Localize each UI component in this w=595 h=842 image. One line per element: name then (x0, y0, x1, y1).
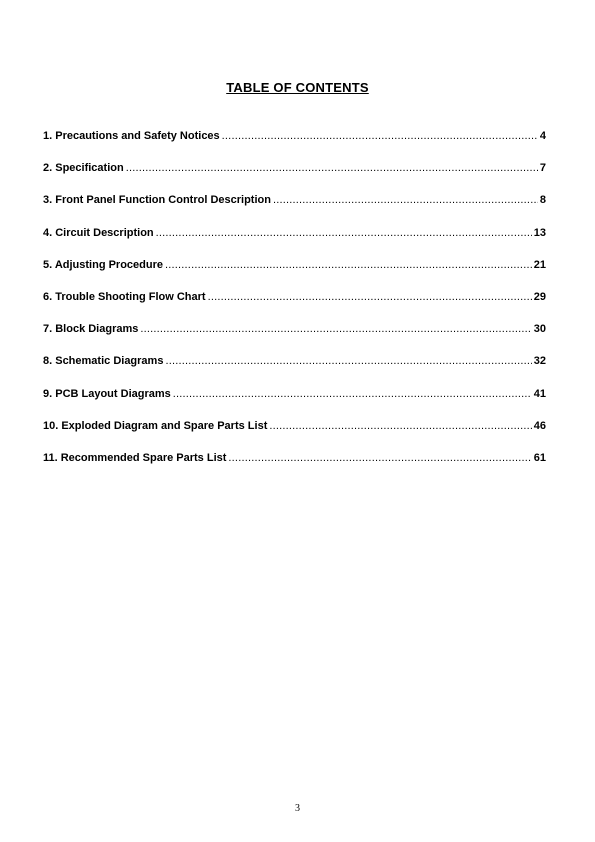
toc-leader-dots (208, 291, 532, 303)
toc-entry-label: 9. PCB Layout Diagrams (43, 387, 171, 400)
toc-leader-dots (269, 420, 531, 432)
toc-entry-label: 8. Schematic Diagrams (43, 355, 164, 368)
toc-entry[interactable] (43, 227, 546, 259)
toc-entry[interactable] (43, 291, 546, 323)
toc-entry-label: 6. Trouble Shooting Flow Chart (43, 290, 206, 303)
toc-entry[interactable] (43, 130, 546, 162)
toc-entry-page: 4 (539, 130, 546, 142)
toc-leader-dots (165, 259, 532, 271)
toc-leader-dots (228, 452, 531, 464)
toc-leader-dots (165, 355, 531, 367)
page-number: 3 (295, 803, 300, 814)
toc-entry-label: 4. Circuit Description (43, 226, 154, 239)
toc-entry-label: 7. Block Diagrams (43, 323, 139, 336)
toc-entry[interactable] (43, 420, 546, 452)
toc-entry-page: 21 (533, 258, 546, 271)
toc-entry-label: 11. Recommended Spare Parts List (43, 451, 227, 464)
toc-entry-page: 30 (533, 323, 546, 336)
toc-entry-label: 5. Adjusting Procedure (43, 258, 164, 271)
toc-entry[interactable] (43, 323, 546, 355)
toc-leader-dots (173, 388, 532, 400)
toc-entry[interactable] (43, 388, 546, 420)
toc-entry-label: 10. Exploded Diagram and Spare Parts List (43, 419, 268, 432)
toc-entry[interactable] (43, 194, 546, 226)
page-title: TABLE OF CONTENTS (226, 80, 369, 95)
toc-leader-dots (126, 162, 538, 174)
toc-entry-page: 7 (539, 162, 546, 175)
toc-entry-page: 13 (533, 226, 546, 239)
toc-entry-page: 41 (533, 387, 546, 400)
toc-entry-label: 1. Precautions and Safety Notices (43, 130, 220, 142)
toc-entry[interactable] (43, 162, 546, 194)
table-of-contents (43, 130, 546, 484)
toc-leader-dots (140, 323, 531, 335)
toc-entry-label: 3. Front Panel Function Control Description (43, 194, 271, 207)
toc-entry-page: 8 (539, 194, 546, 207)
toc-entry-page: 32 (533, 355, 546, 368)
toc-entry-label: 2. Specification (43, 162, 124, 175)
toc-entry-page: 29 (533, 290, 546, 303)
toc-entry[interactable] (43, 452, 546, 484)
toc-entry[interactable] (43, 355, 546, 387)
toc-entry-page: 61 (533, 451, 546, 464)
toc-leader-dots (156, 227, 532, 239)
toc-entry[interactable] (43, 259, 546, 291)
toc-leader-dots (273, 194, 538, 206)
toc-leader-dots (222, 130, 538, 142)
toc-entry-page: 46 (533, 419, 546, 432)
